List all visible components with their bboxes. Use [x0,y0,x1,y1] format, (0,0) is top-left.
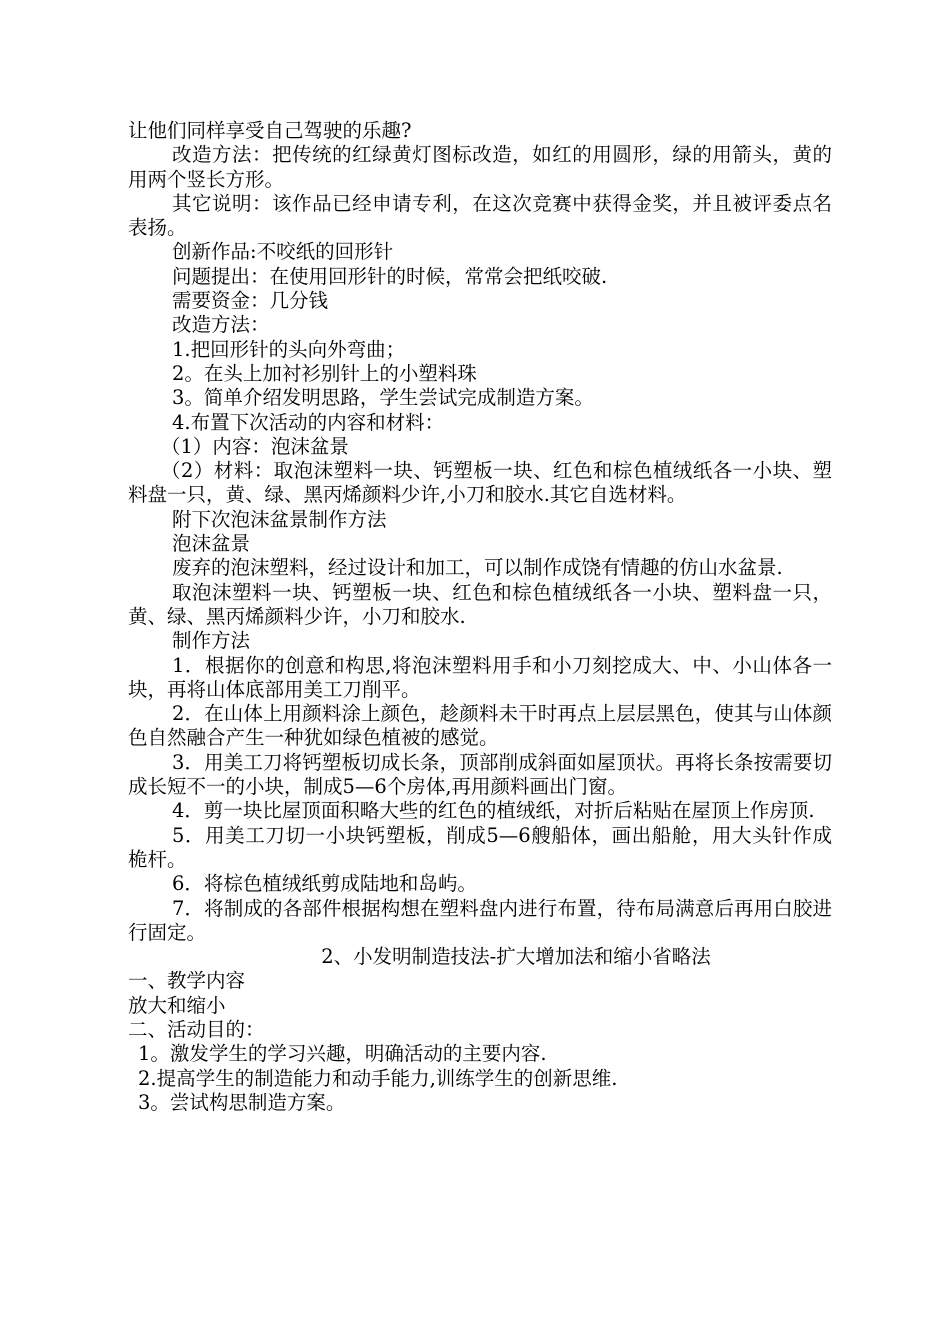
paragraph: 需要资金：几分钱 [172,289,329,313]
paragraph: 问题提出：在使用回形针的时候，常常会把纸咬破. [172,264,608,288]
list-item: 1。激发学生的学习兴趣，明确活动的主要内容. [138,1042,547,1066]
step-item: 2．在山体上用颜料涂上颜色，趁颜料未干时再点上层层黑色，使其与山体颜色自然融合产生一种犹如绿色植被的感觉。 [128,702,832,750]
document-page [128,119,832,1115]
list-item: 4.布置下次活动的内容和材料： [172,410,445,434]
step-item: 5．用美工刀切一小块钙塑板，削成5—6艘船体，画出船舱，用大头针作成桅杆。 [128,823,832,871]
paragraph: 取泡沫塑料一块、钙塑板一块、红色和棕色植绒纸各一小块、塑料盘一只，黄、绿、黑丙烯颜料少许，小刀和胶水. [128,580,832,628]
paragraph: 让他们同样享受自己驾驶的乐趣? [128,119,412,142]
list-item: （1）内容：泡沫盆景 [161,434,349,458]
list-item: 3。尝试构思制造方案。 [138,1090,346,1114]
list-item: 1.把回形针的头向外弯曲； [172,337,406,361]
paragraph: 改造方法：把传统的红绿黄灯图标改造，如红的用圆形，绿的用箭头，黄的用两个竖长方形。 [128,143,832,191]
step-item: 7．将制成的各部件根据构想在塑料盘内进行布置，待布局满意后再用白胶进行固定。 [128,896,832,944]
subsection-heading: 二、活动目的： [128,1017,265,1041]
paragraph: 放大和缩小 [128,993,226,1017]
step-item: 3．用美工刀将钙塑板切成长条，顶部削成斜面如屋顶状。再将长条按需要切成长短不一的小块，制成5—6个房体,再用颜料画出门窗。 [128,750,832,799]
paragraph: 创新作品:不咬纸的回形针 [172,240,394,264]
section-heading: 2、小发明制造技法-扩大增加法和缩小省略法 [321,945,711,969]
step-item: 1．根据你的创意和构思,将泡沫塑料用手和小刀刻挖成大、中、小山体各一块，再将山体底部用美工刀削平。 [128,653,832,701]
paragraph: 改造方法： [172,313,270,337]
paragraph: 附下次泡沫盆景制作方法 [172,507,387,531]
list-item: 3。简单介绍发明思路，学生尝试完成制造方案。 [172,386,594,410]
paragraph: 制作方法 [172,629,251,653]
list-item: 2.提高学生的制造能力和动手能力,训练学生的创新思维. [138,1066,618,1090]
paragraph: 其它说明：该作品已经申请专利，在这次竞赛中获得金奖，并且被评委点名表扬。 [128,191,832,240]
step-item: 6．将棕色植绒纸剪成陆地和岛屿。 [172,872,477,896]
subsection-heading: 一、教学内容 [128,969,246,993]
paragraph: 泡沫盆景 [172,532,251,556]
list-item: 2。在头上加衬衫别针上的小塑料珠 [172,361,477,385]
step-item: 4．剪一块比屋顶面积略大些的红色的植绒纸，对折后粘贴在屋顶上作房顶. [172,799,815,823]
list-item: （2）材料：取泡沫塑料一块、钙塑板一块、红色和棕色植绒纸各一小块、塑料盘一只，黄、绿、黑丙烯颜料少许,小刀和胶水.其它自选材料。 [128,459,832,507]
paragraph: 废弃的泡沫塑料，经过设计和加工，可以制作成饶有情趣的仿山水盆景. [172,556,783,580]
